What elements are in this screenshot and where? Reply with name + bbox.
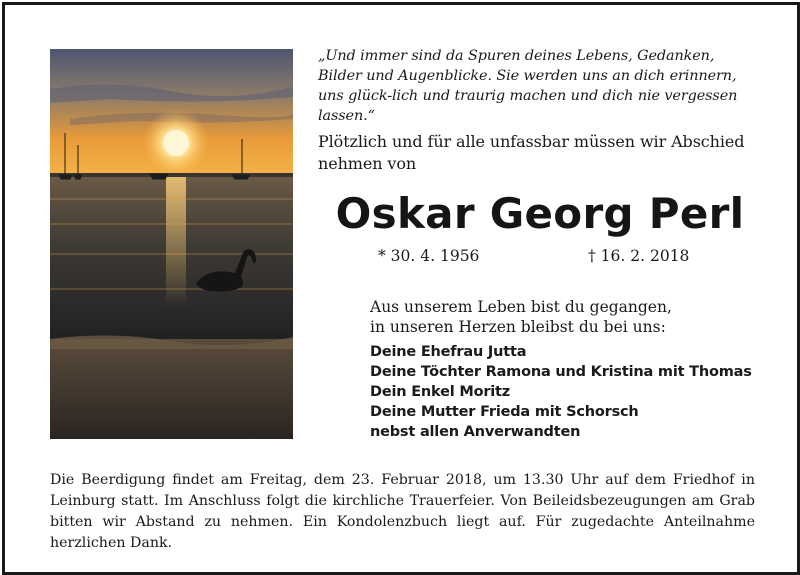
mourner: Dein Enkel Moritz — [370, 384, 511, 400]
birth-date: * 30. 4. 1956 — [378, 247, 480, 265]
funeral-notice: Die Beerdigung findet am Freitag, dem 23. Februar 2018, um 13.30 Uhr auf dem Friedhof in Leinburg statt. Im Anschluss folgt die kirchliche Trauerfeier. Von Beileidsbezeugungen am Grab bitten wir Abstand zu nehmen. Ein Kondolenzbuch liegt auf. Für zugedachte Anteilnahme herzlichen Dank. — [50, 472, 755, 551]
verse-line: in unseren Herzen bleibst du bei uns: — [370, 318, 666, 336]
death-date: † 16. 2. 2018 — [588, 247, 690, 265]
farewell-intro: Plötzlich und für alle unfassbar müssen wir Abschied nehmen von — [318, 132, 745, 173]
verse — [370, 297, 770, 337]
mourner: Deine Mutter Frieda mit Schorsch — [370, 404, 639, 420]
mourners-list — [370, 342, 790, 442]
deceased-name: Oskar Georg Perl — [335, 189, 745, 238]
sunset-swan-photo — [50, 49, 293, 439]
mourner: Deine Töchter Ramona und Kristina mit Thomas — [370, 364, 752, 380]
memorial-quote: „Und immer sind da Spuren deines Lebens, Gedanken, Bilder und Augenblicke. Sie werden uns an dich erinnern, uns glück-lich und traurig machen und dich nie vergessen lassen.“ — [318, 48, 738, 124]
verse-line: Aus unserem Leben bist du gegangen, — [370, 298, 672, 316]
mourner: nebst allen Anverwandten — [370, 424, 581, 440]
mourner: Deine Ehefrau Jutta — [370, 344, 527, 360]
